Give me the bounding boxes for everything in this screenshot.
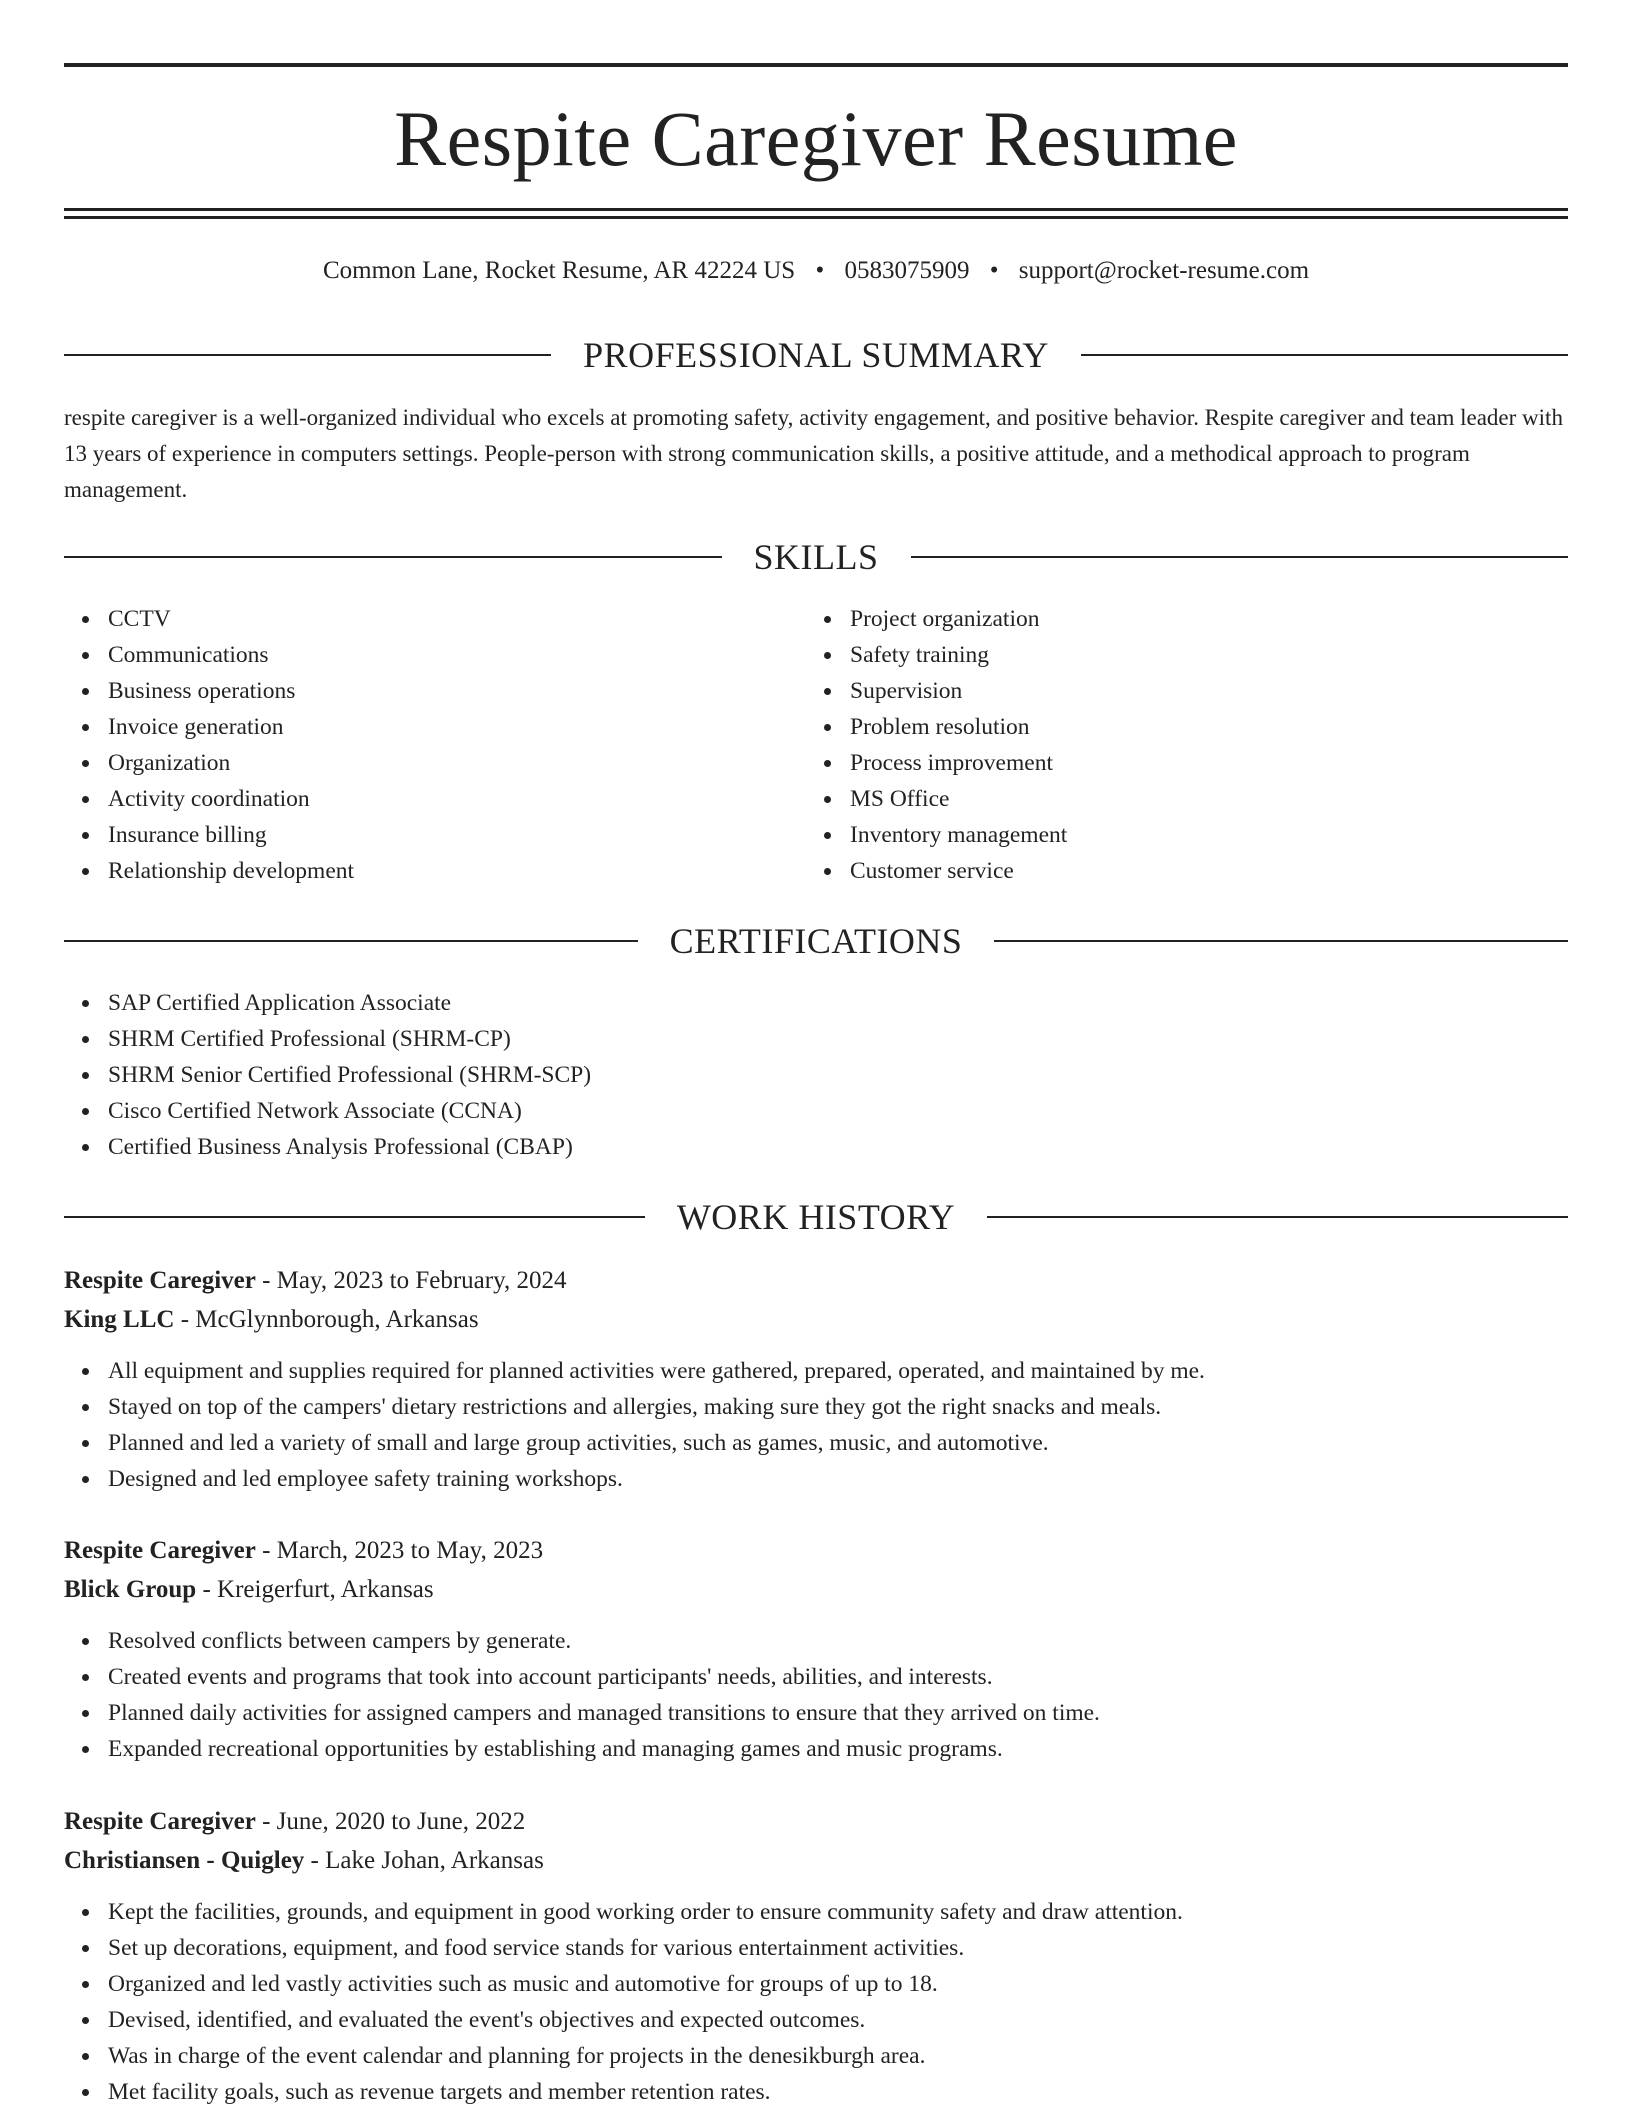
- contact-separator: •: [815, 257, 825, 284]
- job-title-row: [64, 1261, 1568, 1300]
- header-divider-rule: [64, 208, 1568, 211]
- resume-title: Respite Caregiver Resume: [394, 95, 1238, 182]
- header-top-rule: [64, 63, 1568, 67]
- job-duty-item: Met facility goals, such as revenue targets and member retention rates.: [64, 2074, 1568, 2110]
- skill-item: Activity coordination: [64, 781, 764, 817]
- certification-item: Cisco Certified Network Associate (CCNA): [64, 1093, 1064, 1129]
- heading-rule-right: [1081, 354, 1568, 356]
- skill-item: CCTV: [64, 601, 764, 637]
- skills-list-right: [806, 601, 1506, 889]
- job-duties-list: [64, 1623, 1568, 1767]
- job-duty-item: Planned and led a variety of small and large group activities, such as games, music, and automotive.: [64, 1425, 1568, 1461]
- contact-separator: •: [989, 257, 999, 284]
- job-dates: - June, 2020 to June, 2022: [255, 1808, 526, 1835]
- skill-item: Supervision: [806, 673, 1506, 709]
- contact-line: [64, 253, 1568, 289]
- job-duty-item: Was in charge of the event calendar and planning for projects in the denesikburgh area.: [64, 2038, 1568, 2074]
- skill-item: Project organization: [806, 601, 1506, 637]
- job-duty-item: Stayed on top of the campers' dietary restrictions and allergies, making sure they got the right snacks and meals.: [64, 1389, 1568, 1425]
- heading-rule-right: [994, 940, 1568, 942]
- section-title: WORK HISTORY: [676, 1197, 956, 1237]
- job-duty-item: Organized and led vastly activities such as music and automotive for groups of up to 18.: [64, 1966, 1568, 2002]
- job-entry: [64, 1802, 1568, 2110]
- section-heading-skills: [64, 535, 1568, 579]
- professional-summary-text: respite caregiver is a well-organized individual who excels at promoting safety, activity engagement, and positive behavior. Respite caregiver and team leader with 13 years of experience in computers settings. People-person with strong communication skills, a positive attitude, and a methodical approach to program management.: [64, 405, 1563, 502]
- job-entry: [64, 1531, 1568, 1767]
- skill-item: Safety training: [806, 637, 1506, 673]
- job-duty-item: Devised, identified, and evaluated the event's objectives and expected outcomes.: [64, 2002, 1568, 2038]
- heading-rule-left: [64, 1216, 645, 1218]
- skills-list-left: [64, 601, 764, 889]
- skill-item: Process improvement: [806, 745, 1506, 781]
- job-duty-item: Set up decorations, equipment, and food service stands for various entertainment activities.: [64, 1930, 1568, 1966]
- job-dates: - March, 2023 to May, 2023: [255, 1537, 544, 1564]
- skill-item: Insurance billing: [64, 817, 764, 853]
- job-company-row: [64, 1300, 1568, 1339]
- section-heading-certifications: [64, 919, 1568, 963]
- certification-item: SAP Certified Application Associate: [64, 985, 1064, 1021]
- job-duty-item: Expanded recreational opportunities by establishing and managing games and music programs.: [64, 1731, 1568, 1767]
- section-title: CERTIFICATIONS: [669, 921, 963, 961]
- job-company: Christiansen - Quigley: [64, 1847, 305, 1874]
- job-title: Respite Caregiver: [64, 1267, 256, 1294]
- heading-rule-left: [64, 940, 638, 942]
- job-duty-item: Created events and programs that took into account participants' needs, abilities, and interests.: [64, 1659, 1568, 1695]
- job-location: - Kreigerfurt, Arkansas: [196, 1576, 434, 1603]
- skill-item: Customer service: [806, 853, 1506, 889]
- skill-item: Business operations: [64, 673, 764, 709]
- job-duty-item: Kept the facilities, grounds, and equipment in good working order to ensure community safety and draw attention.: [64, 1894, 1568, 1930]
- skill-item: Invoice generation: [64, 709, 764, 745]
- job-company: Blick Group: [64, 1576, 197, 1603]
- job-title-row: [64, 1531, 1568, 1570]
- certification-item: SHRM Senior Certified Professional (SHRM-SCP): [64, 1057, 1064, 1093]
- heading-rule-left: [64, 556, 722, 558]
- skill-item: Problem resolution: [806, 709, 1506, 745]
- skill-item: MS Office: [806, 781, 1506, 817]
- job-duty-item: Planned daily activities for assigned campers and managed transitions to ensure that they arrived on time.: [64, 1695, 1568, 1731]
- job-company-row: [64, 1570, 1568, 1609]
- skill-item: Communications: [64, 637, 764, 673]
- heading-rule-left: [64, 354, 551, 356]
- certification-item: SHRM Certified Professional (SHRM-CP): [64, 1021, 1064, 1057]
- job-duty-item: All equipment and supplies required for planned activities were gathered, prepared, operated, and maintained by me.: [64, 1353, 1568, 1389]
- job-title: Respite Caregiver: [64, 1808, 256, 1835]
- section-heading-summary: [64, 333, 1568, 377]
- contact-address: Common Lane, Rocket Resume, AR 42224 US: [322, 257, 796, 284]
- section-heading-work-history: [64, 1195, 1568, 1239]
- contact-email: support@rocket-resume.com: [1018, 257, 1310, 284]
- job-duty-item: Resolved conflicts between campers by generate.: [64, 1623, 1568, 1659]
- job-location: - Lake Johan, Arkansas: [304, 1847, 544, 1874]
- certification-item: Certified Business Analysis Professional (CBAP): [64, 1129, 1064, 1165]
- skill-item: Relationship development: [64, 853, 764, 889]
- job-location: - McGlynnborough, Arkansas: [174, 1306, 479, 1333]
- header-divider-rule-second: [64, 216, 1568, 219]
- job-duty-item: Designed and led employee safety training workshops.: [64, 1461, 1568, 1497]
- job-duties-list: [64, 1353, 1568, 1497]
- job-entry: [64, 1261, 1568, 1497]
- job-duties-list: [64, 1894, 1568, 2110]
- contact-phone: 0583075909: [844, 257, 970, 284]
- job-company-row: [64, 1841, 1568, 1880]
- job-title: Respite Caregiver: [64, 1537, 256, 1564]
- skill-item: Inventory management: [806, 817, 1506, 853]
- certifications-list: [64, 985, 1064, 1165]
- section-title: SKILLS: [753, 537, 879, 577]
- job-company: King LLC: [64, 1306, 175, 1333]
- heading-rule-right: [911, 556, 1569, 558]
- job-title-row: [64, 1802, 1568, 1841]
- skill-item: Organization: [64, 745, 764, 781]
- heading-rule-right: [987, 1216, 1568, 1218]
- section-title: PROFESSIONAL SUMMARY: [583, 335, 1049, 375]
- job-dates: - May, 2023 to February, 2024: [255, 1267, 567, 1294]
